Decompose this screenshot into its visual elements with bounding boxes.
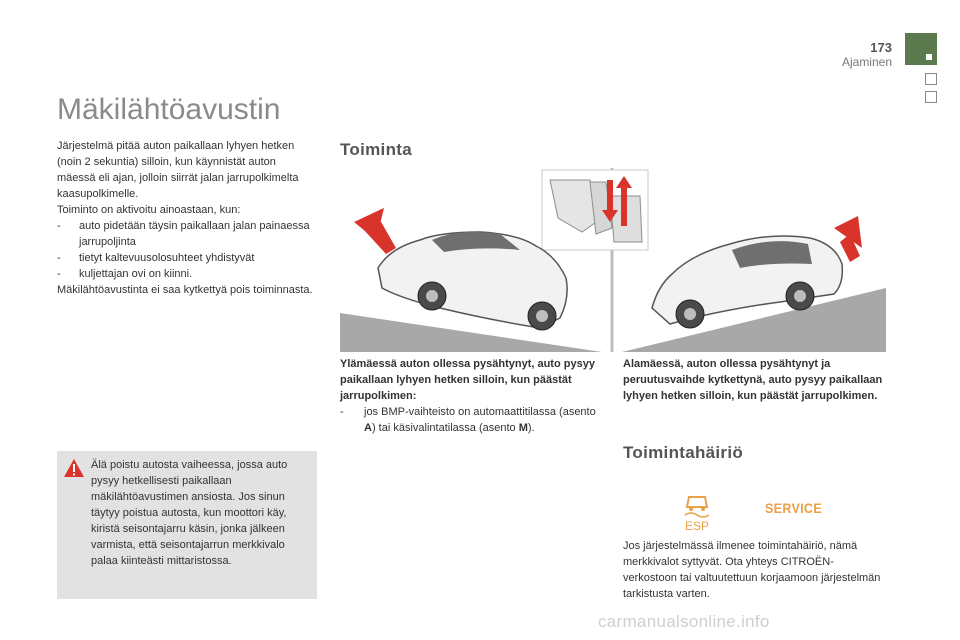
uphill-caption-text: Ylämäessä auton ollessa pysähtynyt, auto pysyy paikallaan lyhyen hetken silloin, kun päästät jarrupolkimen: <box>340 358 595 402</box>
warning-text: Älä poistu autosta vaiheessa, jossa auto pysyy hetkellisesti paikallaan mäkilähtöavustimen ansiosta. Jos sinun täytyy poistua autosta, kun moottori käy, kiristä seisontajarru käsin, jonka jälkeen varmista, että seisontajarrun merkkivalo palaa kiinteästi mittaristossa. <box>91 459 288 567</box>
intro-text <box>57 138 315 298</box>
uphill-caption <box>340 356 602 436</box>
page-title: Mäkilähtöavustin <box>57 93 281 126</box>
heading-toiminta: Toiminta <box>340 140 412 159</box>
intro-paragraph-2: Toiminto on aktivoitu ainoastaan, kun: <box>57 204 241 216</box>
uphill-slope <box>340 313 602 352</box>
watermark: carmanualsonline.info <box>598 612 770 631</box>
fault-text: Jos järjestelmässä ilmenee toimintahäiriö, nämä merkkivalot syttyvät. Ota yhteys CITROËN-verkostoon tai valtuutettuun korjaamoon järjestelmän tarkistusta varten. <box>623 540 881 600</box>
downhill-caption: Alamäessä, auton ollessa pysähtynyt ja peruutusvaihde kytkettynä, auto pysyy paikallaan lyhyen hetken silloin, kun päästät jarrupolkimen. <box>623 358 883 402</box>
nav-square-1 <box>925 73 937 85</box>
uphill-car-image <box>378 232 567 330</box>
section-name: Ajaminen <box>841 55 892 69</box>
intro-paragraph-1: Järjestelmä pitää auton paikallaan lyhyen hetken (noin 2 sekuntia) silloin, kun käynnistät auton mäessä eli ajan, jolloin siirrät jalan jarrupolkimelta kaasupolkimelle. <box>57 140 299 200</box>
intro-paragraph-3: Mäkilähtöavustinta ei saa kytkettyä pois toiminnasta. <box>57 284 313 296</box>
list-item: - tietyt kaltevuusolosuhteet yhdistyvät <box>57 250 315 266</box>
uphill-conditions <box>340 404 602 436</box>
hill-start-illustration <box>340 168 886 352</box>
esp-warning-icon <box>681 493 713 533</box>
list-item: - auto pidetään täysin paikallaan jalan painaessa jarrupoljinta <box>57 218 315 250</box>
uphill-direction-arrow-icon <box>354 208 396 254</box>
nav-square-2 <box>925 91 937 103</box>
service-warning-icon: SERVICE <box>765 500 822 516</box>
section-tab-marker <box>905 33 937 65</box>
svg-text:ESP: ESP <box>684 519 710 533</box>
list-item: - jos BMP-vaihteisto on automaattitilassa (asento A) tai käsivalintatilassa (asento M). <box>340 404 602 436</box>
heading-toimintahairio: Toimintahäiriö <box>623 443 744 462</box>
page-number: 173 <box>870 40 892 55</box>
activation-conditions <box>57 218 315 282</box>
list-item: - kuljettajan ovi on kiinni. <box>57 266 315 282</box>
warning-icon <box>63 458 85 478</box>
